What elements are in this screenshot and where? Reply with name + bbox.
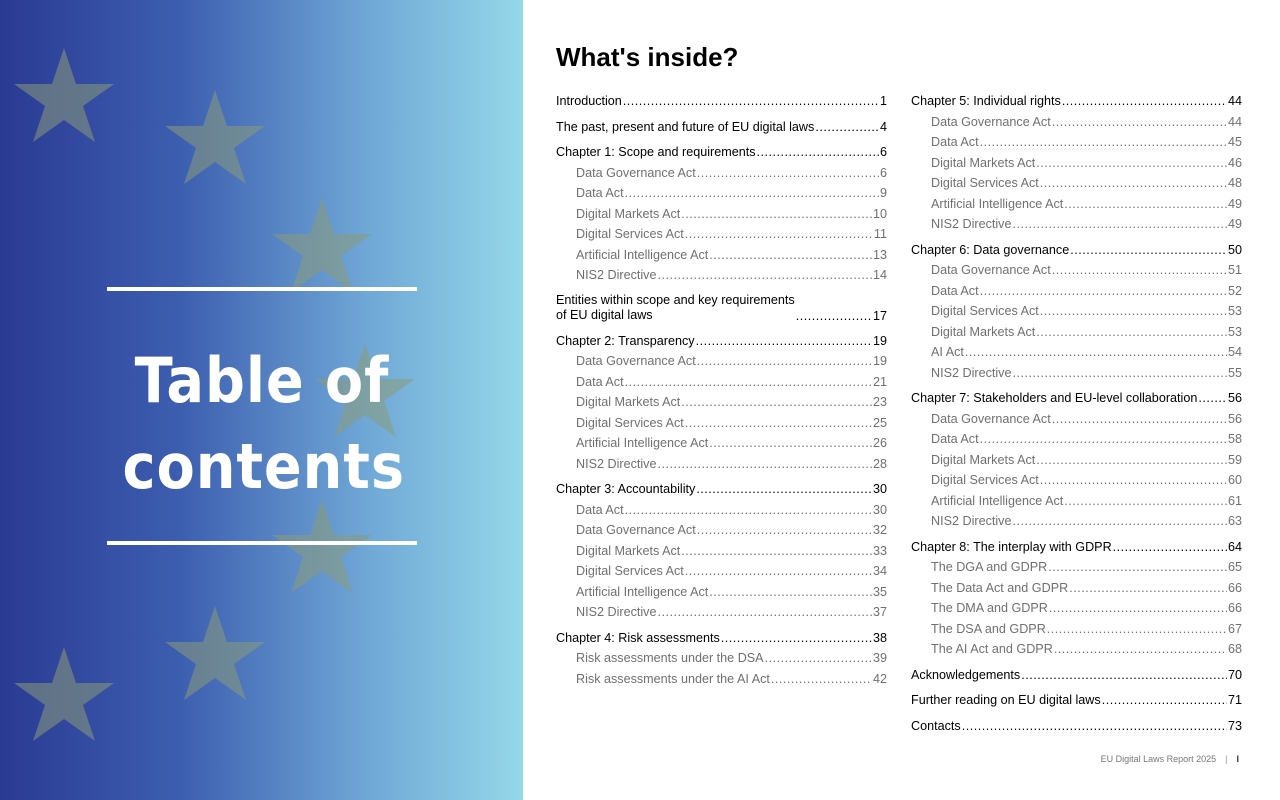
toc-page-number: 59 [1227,452,1242,467]
toc-page-number: 23 [872,395,887,409]
toc-page-number: 53 [1227,324,1242,339]
toc-subentry[interactable] [911,216,1242,237]
dot-leader [625,374,872,390]
dot-leader [709,584,872,600]
toc-page-number: 25 [872,415,887,430]
toc-entry-chapter-4[interactable] [556,630,887,651]
toc-subentry-title: The DGA and GDPR [931,560,1048,574]
dot-leader [696,333,872,349]
toc-page-number: 1 [879,94,887,108]
dot-leader [709,247,872,263]
toc-subentry-title: The AI Act and GDPR [931,642,1053,656]
toc-entry-chapter-7[interactable] [911,390,1242,411]
toc-subentry-title: Data Act [931,432,979,446]
toc-entry-chapter-3[interactable] [556,481,887,502]
toc-subentry[interactable] [911,559,1242,580]
toc-entry-further-reading[interactable] [911,692,1242,713]
dot-leader [1049,600,1227,616]
toc-page-number: 17 [872,308,887,323]
toc-subentry-title: Digital Services Act [576,415,684,430]
toc-entry-title [556,293,795,324]
toc-subentry[interactable] [911,175,1242,196]
toc-page-number: 63 [1227,514,1242,528]
toc-page-number: 58 [1227,432,1242,446]
dot-leader [696,481,872,497]
toc-entry-introduction[interactable] [556,93,887,114]
toc-section [556,93,887,114]
toc-subentry[interactable] [911,513,1242,534]
dot-leader [657,456,872,472]
dot-leader [1054,641,1227,657]
toc-page-number: 56 [1227,411,1242,426]
toc-subentry-title: NIS2 Directive [576,268,657,282]
toc-page-number: 21 [872,374,887,389]
toc-section [911,242,1242,386]
dot-leader [1070,242,1227,258]
toc-page-number: 13 [872,247,887,262]
toc-subentry[interactable] [556,374,887,395]
toc-section [911,692,1242,713]
toc-subentry[interactable] [911,155,1242,176]
dot-leader [1048,559,1227,575]
dot-leader [1012,216,1227,232]
toc-subentry[interactable] [911,621,1242,642]
toc-subentry[interactable] [911,580,1242,601]
toc-left-column [556,93,887,696]
toc-page-number: 28 [872,456,887,471]
toc-subentry-title: The DSA and GDPR [931,621,1046,636]
toc-page-number: 4 [879,119,887,134]
toc-entry-chapter-1[interactable] [556,144,887,165]
dot-leader [623,93,879,109]
toc-entry-title: Further reading on EU digital laws [911,693,1101,707]
dot-leader [697,522,872,538]
dot-leader [1198,390,1227,406]
toc-section [911,390,1242,534]
toc-page-number: 48 [1227,176,1242,190]
cover-title-line1: Table of [134,344,390,417]
toc-entry-title: Chapter 3: Accountability [556,482,696,496]
toc-page-number: 44 [1227,94,1242,108]
toc-subentry[interactable] [556,394,887,415]
dot-leader [1064,493,1227,509]
dot-leader [681,394,872,410]
toc-subentry-title: Artificial Intelligence Act [931,196,1064,211]
toc-page-number: 51 [1227,263,1242,277]
footer-page-number: I [1236,754,1239,764]
toc-subentry-title: NIS2 Directive [576,605,657,619]
toc-page-number: 66 [1227,601,1242,615]
toc-section [556,481,887,625]
toc-section [556,630,887,692]
toc-page-number: 6 [879,165,887,180]
toc-page-number: 34 [872,564,887,578]
toc-subentry[interactable] [911,134,1242,155]
dot-leader [765,650,872,666]
toc-page-number: 61 [1227,493,1242,508]
toc-page-number: 38 [872,630,887,645]
toc-entry-title: Chapter 2: Transparency [556,333,695,348]
toc-subentry-title: Artificial Intelligence Act [576,436,709,450]
toc-subentry[interactable] [911,411,1242,432]
dot-leader [771,671,872,687]
toc-subentry[interactable] [911,344,1242,365]
toc-section [556,333,887,477]
toc-subentry-title: Risk assessments under the AI Act [576,671,770,686]
toc-entry-acknowledgements[interactable] [911,667,1242,688]
dot-leader [1102,692,1227,708]
toc-entry-chapter-6[interactable] [911,242,1242,263]
dot-leader [1012,365,1227,381]
toc-subentry-title: NIS2 Directive [931,217,1012,231]
toc-subentry-title: The DMA and GDPR [931,601,1048,615]
toc-subentry-title: Digital Markets Act [931,452,1036,467]
dot-leader [1113,539,1227,555]
toc-subentry[interactable] [556,267,887,288]
toc-page-number: 19 [872,333,887,348]
toc-subentry-title: Digital Markets Act [931,324,1036,339]
toc-subentry[interactable] [556,226,887,247]
cover-title [122,338,405,510]
toc-subentry-title: Data Governance Act [576,354,696,368]
toc-subentry[interactable] [556,247,887,268]
toc-subentry[interactable] [556,435,887,456]
dot-leader [657,604,872,620]
toc-page-number: 73 [1227,718,1242,733]
toc-subentry-title: NIS2 Directive [931,365,1012,380]
toc-page-number: 44 [1227,114,1242,129]
toc-entry-title: Chapter 6: Data governance [911,242,1070,257]
toc-subentry[interactable] [911,452,1242,473]
toc-subentry-title: Digital Services Act [931,304,1039,318]
toc-entry-title: Chapter 1: Scope and requirements [556,145,756,159]
toc-subentry[interactable] [911,262,1242,283]
toc-entry-chapter-8[interactable] [911,539,1242,560]
toc-section [911,93,1242,237]
dot-leader [1040,175,1227,191]
title-rule-top [107,287,417,291]
toc-page-number: 9 [879,186,887,200]
toc-page-number: 30 [872,482,887,496]
toc-subentry[interactable] [911,324,1242,345]
dot-leader [1012,513,1227,529]
toc-subentry-title: NIS2 Directive [576,456,657,471]
dot-leader [625,502,872,518]
toc-subentry-title: Digital Markets Act [576,543,681,558]
dot-leader [625,185,879,201]
dot-leader [657,267,872,283]
eu-star-icon [165,606,265,700]
dot-leader [796,308,872,324]
dot-leader [1040,472,1227,488]
cover-panel [0,0,523,800]
toc-page-number: 67 [1227,621,1242,636]
toc-page-number: 11 [873,227,887,241]
dot-leader [697,353,872,369]
dot-leader [681,206,872,222]
title-rule-bottom [107,541,417,545]
toc-subentry-title: Data Governance Act [931,411,1051,426]
toc-subentry-title: Artificial Intelligence Act [576,584,709,599]
toc-subentry-title: Digital Markets Act [576,206,681,221]
toc-subentry[interactable] [556,206,887,227]
toc-subentry-title: Digital Services Act [931,473,1039,487]
toc-page-number: 50 [1227,242,1242,257]
dot-leader [1064,196,1227,212]
toc-page-number: 42 [872,671,887,686]
toc-section [556,293,887,328]
eu-star-icon [272,198,372,292]
toc-entry-contacts[interactable] [911,718,1242,739]
toc-subentry[interactable] [556,415,887,436]
toc-page-number: 46 [1227,155,1242,170]
toc-page-number: 45 [1227,135,1242,149]
toc-page-number: 64 [1227,539,1242,554]
dot-leader [697,165,879,181]
toc-subentry-title: Data Governance Act [576,523,696,537]
toc-page-number: 14 [872,268,887,282]
toc-right-column [911,93,1242,743]
toc-subentry[interactable] [911,641,1242,662]
toc-entry-title-line1: Entities within scope and key requirements [556,292,795,307]
toc-subentry-title: Digital Services Act [576,564,684,578]
toc-subentry-title: NIS2 Directive [931,514,1012,528]
eu-star-icon [165,90,265,184]
dot-leader [757,144,879,160]
toc-subentry[interactable] [556,165,887,186]
toc-section [556,119,887,140]
toc-page-number: 56 [1227,391,1242,405]
toc-section [911,667,1242,688]
footer-separator: | [1225,754,1228,764]
toc-subentry-title: Digital Services Act [931,176,1039,190]
toc-subentry[interactable] [911,493,1242,514]
dot-leader [980,134,1227,150]
toc-page-number: 35 [872,584,887,599]
toc-page-number: 26 [872,436,887,450]
toc-subentry-title: The Data Act and GDPR [931,580,1069,595]
toc-page-number: 65 [1227,560,1242,574]
toc-entry-title: Chapter 8: The interplay with GDPR [911,539,1112,554]
toc-page-number: 60 [1227,473,1242,487]
toc-entry-entities-in-scope[interactable] [556,293,887,328]
toc-subentry-title: Digital Markets Act [931,155,1036,170]
toc-page-number: 32 [872,523,887,537]
toc-entry-title: Acknowledgements [911,667,1021,682]
toc-page-number: 68 [1227,642,1242,656]
toc-subentry[interactable] [556,185,887,206]
toc-subentry[interactable] [556,584,887,605]
toc-subentry[interactable] [911,600,1242,621]
dot-leader [681,543,872,559]
toc-page-number: 6 [879,145,887,159]
toc-section [911,539,1242,662]
toc-subentry[interactable] [556,671,887,692]
toc-subentry[interactable] [556,563,887,584]
dot-leader [980,431,1227,447]
dot-leader [721,630,872,646]
toc-entry-chapter-5[interactable] [911,93,1242,114]
toc-entry-title-line2: of EU digital laws [556,308,653,322]
toc-subentry-title: Data Governance Act [931,263,1051,277]
toc-subentry-title: Risk assessments under the DSA [576,651,764,665]
dot-leader [1040,303,1227,319]
dot-leader [685,415,872,431]
toc-entry-title: Contacts [911,718,961,733]
toc-subentry[interactable] [911,283,1242,304]
eu-star-icon [272,499,372,593]
dot-leader [1052,262,1227,278]
toc-page-number: 66 [1227,580,1242,595]
dot-leader [980,283,1227,299]
eu-star-icon [14,48,114,142]
toc-entry-title: Chapter 7: Stakeholders and EU-level collaboration [911,391,1198,405]
toc-page-number: 37 [872,605,887,619]
page-footer [1101,754,1239,764]
toc-page-number: 19 [872,354,887,368]
toc-page-number: 54 [1227,345,1242,359]
toc-entry-title: Introduction [556,94,622,108]
toc-subentry-title: Data Act [576,502,624,517]
toc-subentry[interactable] [911,431,1242,452]
dot-leader [1069,580,1227,596]
toc-subentry-title: AI Act [931,345,964,359]
dot-leader [965,344,1227,360]
toc-page-number: 71 [1227,693,1242,707]
toc-entry-past-present-future[interactable] [556,119,887,140]
toc-page-number: 49 [1227,217,1242,231]
eu-star-icon [14,647,114,741]
toc-subentry-title: Data Act [576,186,624,200]
toc-subentry[interactable] [556,456,887,477]
dot-leader [1047,621,1227,637]
dot-leader [685,226,873,242]
dot-leader [962,718,1227,734]
toc-subentry-title: Data Governance Act [576,165,696,180]
toc-subentry[interactable] [556,543,887,564]
dot-leader [685,563,872,579]
toc-entry-title: The past, present and future of EU digital laws [556,119,815,134]
dot-leader [1036,452,1227,468]
toc-page-number: 49 [1227,196,1242,211]
dot-leader [1036,155,1227,171]
toc-heading: What's inside? [556,42,739,72]
toc-subentry[interactable] [556,604,887,625]
toc-subentry[interactable] [911,196,1242,217]
toc-page-number: 52 [1227,283,1242,298]
toc-section [911,718,1242,739]
toc-subentry-title: Artificial Intelligence Act [576,247,709,262]
toc-page-number: 70 [1227,667,1242,682]
dot-leader [1036,324,1227,340]
cover-title-line2: contents [122,430,405,503]
toc-subentry[interactable] [911,365,1242,386]
dot-leader [1062,93,1227,109]
toc-subentry-title: Data Act [931,283,979,298]
dot-leader [815,119,879,135]
toc-subentry[interactable] [911,472,1242,493]
toc-page-number: 33 [872,543,887,558]
toc-page-number: 39 [872,651,887,665]
toc-entry-title: Chapter 4: Risk assessments [556,630,720,645]
toc-subentry-title: Digital Markets Act [576,395,681,409]
toc-page-number: 10 [872,206,887,221]
toc-entry-title: Chapter 5: Individual rights [911,94,1061,108]
toc-subentry[interactable] [556,522,887,543]
footer-report-name: EU Digital Laws Report 2025 [1100,754,1217,764]
toc-section [556,144,887,288]
toc-subentry-title: Digital Services Act [576,227,684,241]
toc-subentry-title: Artificial Intelligence Act [931,493,1064,508]
toc-subentry[interactable] [556,353,887,374]
dot-leader [1021,667,1227,683]
dot-leader [1052,411,1227,427]
dot-leader [1052,114,1227,130]
toc-page-number: 53 [1227,304,1242,318]
toc-subentry[interactable] [556,502,887,523]
toc-subentry-title: Data Act [931,135,979,149]
toc-subentry[interactable] [911,114,1242,135]
toc-subentry-title: Data Act [576,374,624,389]
toc-subentry[interactable] [556,650,887,671]
toc-subentry-title: Data Governance Act [931,114,1051,129]
toc-entry-chapter-2[interactable] [556,333,887,354]
toc-page-number: 55 [1227,365,1242,380]
toc-page-number: 30 [872,502,887,517]
toc-subentry[interactable] [911,303,1242,324]
dot-leader [709,435,872,451]
